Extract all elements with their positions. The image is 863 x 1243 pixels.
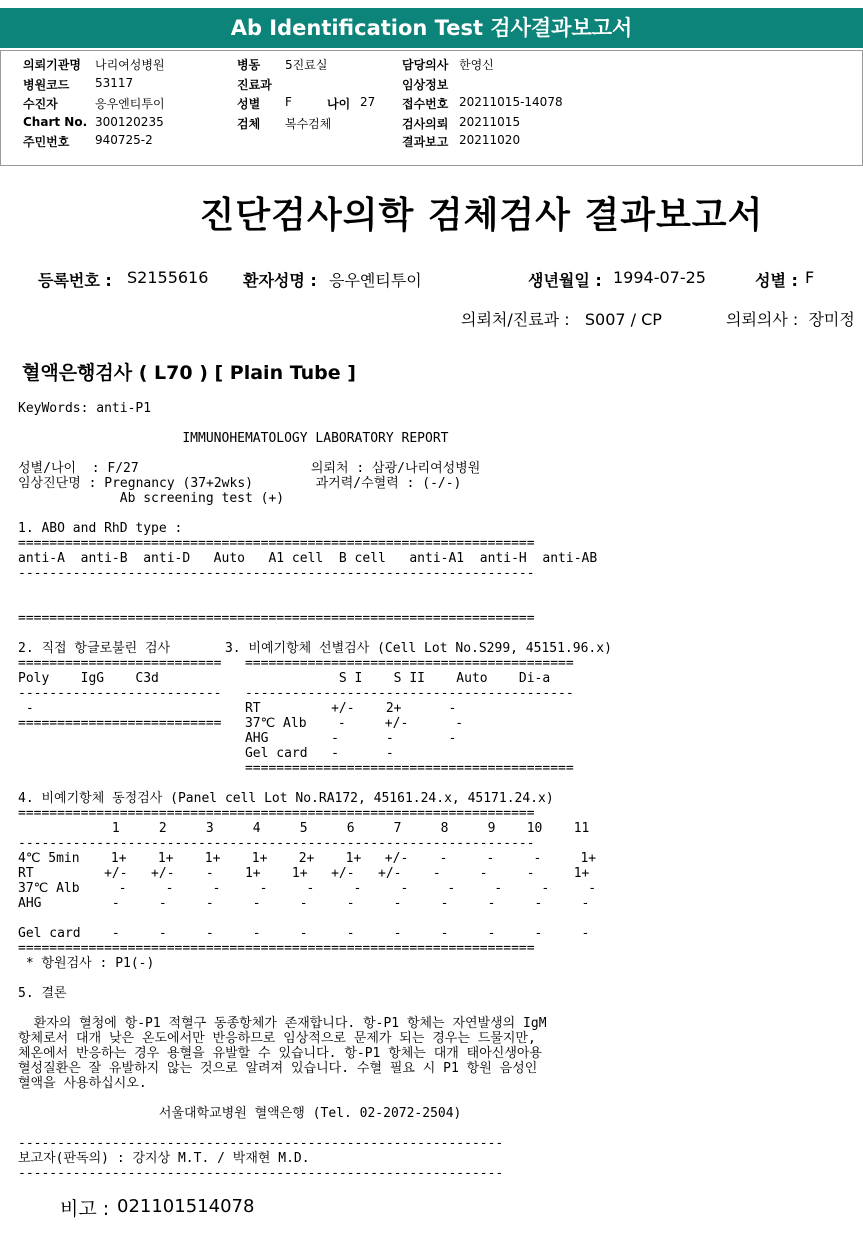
report-line: 1. ABO and RhD type :	[18, 521, 183, 536]
report-line: 2. 직접 항글로불린 검사 3. 비예기항체 선별검사 (Cell Lot No.S299, 45151.96.x)	[18, 641, 612, 656]
resident-no-value: 940725-2	[95, 133, 153, 147]
ward-label: 병동	[237, 58, 261, 72]
report-body	[18, 401, 858, 1181]
report-line: ==================================================================	[18, 941, 535, 956]
specimen-value: 복수검체	[285, 117, 332, 131]
report-line: -------------------------- ------------------------------------------	[18, 686, 574, 701]
report-line: KeyWords: anti-P1	[18, 401, 152, 416]
sex-value: F	[285, 95, 292, 109]
report-line: ==================================================================	[18, 806, 535, 821]
report-line: 1 2 3 4 5 6 7 8 9 10 11	[18, 821, 590, 836]
report-line: anti-A anti-B anti-D Auto A1 cell B cell anti-A1 anti-H anti-AB	[18, 551, 598, 566]
report-line: 보고자(판독의) : 강지상 M.T. / 박재현 M.D.	[18, 1151, 310, 1166]
hospital-code-value: 53117	[95, 76, 134, 90]
requesting-doctor-line: 의뢰의사 : 장미정	[726, 310, 855, 329]
main-report-title: 진단검사의학 검체검사 결과보고서	[199, 195, 764, 236]
report-line: * 항원검사 : P1(-)	[18, 956, 155, 971]
section-title: 혈액은행검사 ( L70 ) [ Plain Tube ]	[22, 362, 356, 384]
report-line	[18, 581, 858, 596]
report-line: 체온에서 반응하는 경우 용혈을 유발할 수 있습니다. 항-P1 항체는 대개 태아신생아용	[18, 1046, 542, 1061]
report-line	[18, 1001, 858, 1016]
report-line	[18, 1121, 858, 1136]
report-line: Gel card - - - - - - - - - - -	[18, 926, 590, 941]
report-line: ------------------------------------------------------------------	[18, 836, 535, 851]
note-value: 021101514078	[117, 1196, 255, 1217]
report-line: 임상진단명 : Pregnancy (37+2wks) 과거력/수혈력 : (-/-)	[18, 476, 462, 491]
report-line	[18, 596, 858, 611]
chart-no-value: 300120235	[95, 115, 164, 129]
report-line: ==================================================================	[18, 611, 535, 626]
header-bottom-rule	[0, 165, 863, 166]
report-line	[18, 1091, 858, 1106]
report-line: 37℃ Alb - - - - - - - - - - -	[18, 881, 597, 896]
report-line	[18, 506, 858, 521]
doctor-label: 담당의사	[402, 58, 449, 72]
request-label: 검사의뢰	[402, 117, 449, 131]
hospital-code-label: 병원코드	[23, 78, 70, 92]
institution-value: 나리여성병원	[95, 58, 165, 72]
report-line: 4. 비예기항체 동정검사 (Panel cell Lot No.RA172, 45161.24.x, 45171.24.x)	[18, 791, 554, 806]
header-left-rule	[0, 50, 1, 166]
report-line: 항체로서 대개 낮은 온도에서만 반응하므로 임상적으로 문제가 되는 경우는 드물지만,	[18, 1031, 536, 1046]
report-line: ------------------------------------------------------------------	[18, 566, 535, 581]
report-line: Ab screening test (+)	[18, 491, 285, 506]
report-date-value: 20211020	[459, 133, 521, 147]
dob-label: 생년월일 :	[528, 271, 602, 290]
report-line	[18, 911, 858, 926]
chart-no-label: Chart No.	[23, 115, 88, 129]
dept-line: 의뢰처/진료과 : S007 / CP	[461, 310, 662, 329]
report-line: 환자의 혈청에 항-P1 적혈구 동종항체가 존재합니다. 항-P1 항체는 자연발생의 IgM	[18, 1016, 547, 1031]
patient-value: 응우엔티투이	[95, 97, 165, 111]
report-line: 서울대학교병원 혈액은행 (Tel. 02-2072-2504)	[18, 1106, 462, 1121]
report-line: --------------------------------------------------------------	[18, 1136, 504, 1151]
report-sex-value: F	[805, 268, 815, 287]
report-line: AHG - - -	[18, 731, 457, 746]
specimen-label: 검체	[237, 117, 261, 131]
header-top-rule	[0, 50, 863, 51]
dob-value: 1994-07-25	[613, 268, 706, 287]
resident-no-label: 주민번호	[23, 135, 70, 149]
receipt-value: 20211015-14078	[459, 95, 563, 109]
age-value: 27	[360, 95, 376, 109]
report-line: ========================== ==========================================	[18, 656, 574, 671]
patient-name-value: 응우옌티투이	[329, 271, 422, 290]
report-line	[18, 626, 858, 641]
report-line: 혈액을 사용하십시오.	[18, 1076, 147, 1091]
dept-label: 진료과	[237, 78, 272, 92]
report-line: IMMUNOHEMATOLOGY LABORATORY REPORT	[18, 431, 449, 446]
report-date-label: 결과보고	[402, 135, 449, 149]
report-line: ==================================================================	[18, 536, 535, 551]
report-line: ==========================================	[18, 761, 574, 776]
report-line: 5. 결론	[18, 986, 67, 1001]
report-line: - RT +/- 2+ -	[18, 701, 457, 716]
report-line: RT +/- +/- - 1+ 1+ +/- +/- - - - 1+	[18, 866, 590, 881]
report-line: 혈성질환은 잘 유발하지 않는 것으로 알려져 있습니다. 수혈 필요 시 P1 항원 음성인	[18, 1061, 538, 1076]
report-line	[18, 971, 858, 986]
report-line: --------------------------------------------------------------	[18, 1166, 504, 1181]
report-line: AHG - - - - - - - - - - -	[18, 896, 590, 911]
report-line: 성별/나이 : F/27 의뢰처 : 삼광/나리여성병원	[18, 461, 481, 476]
patient-label: 수진자	[23, 97, 58, 111]
age-label: 나이	[327, 97, 351, 111]
report-banner-title: Ab Identification Test 검사결과보고서	[0, 8, 863, 48]
receipt-label: 접수번호	[402, 97, 449, 111]
report-line: ========================== 37℃ Alb - +/- -	[18, 716, 464, 731]
reg-no-label: 등록번호 :	[38, 271, 112, 290]
report-sex-label: 성별 :	[755, 271, 798, 290]
report-line	[18, 446, 858, 461]
ward-value: 5진료실	[285, 58, 328, 72]
report-line: 4℃ 5min 1+ 1+ 1+ 1+ 2+ 1+ +/- - - - 1+	[18, 851, 597, 866]
note-label: 비고 :	[60, 1198, 110, 1220]
report-line	[18, 776, 858, 791]
patient-name-label: 환자성명 :	[243, 271, 317, 290]
sex-label: 성별	[237, 97, 261, 111]
report-line: Poly IgG C3d S I S II Auto Di-a	[18, 671, 551, 686]
reg-no-value: S2155616	[127, 268, 209, 287]
doctor-value: 한영신	[459, 58, 494, 72]
report-line: Gel card - -	[18, 746, 394, 761]
report-line	[18, 416, 858, 431]
clinical-label: 임상정보	[402, 78, 449, 92]
request-value: 20211015	[459, 115, 521, 129]
institution-label: 의뢰기관명	[23, 58, 81, 72]
